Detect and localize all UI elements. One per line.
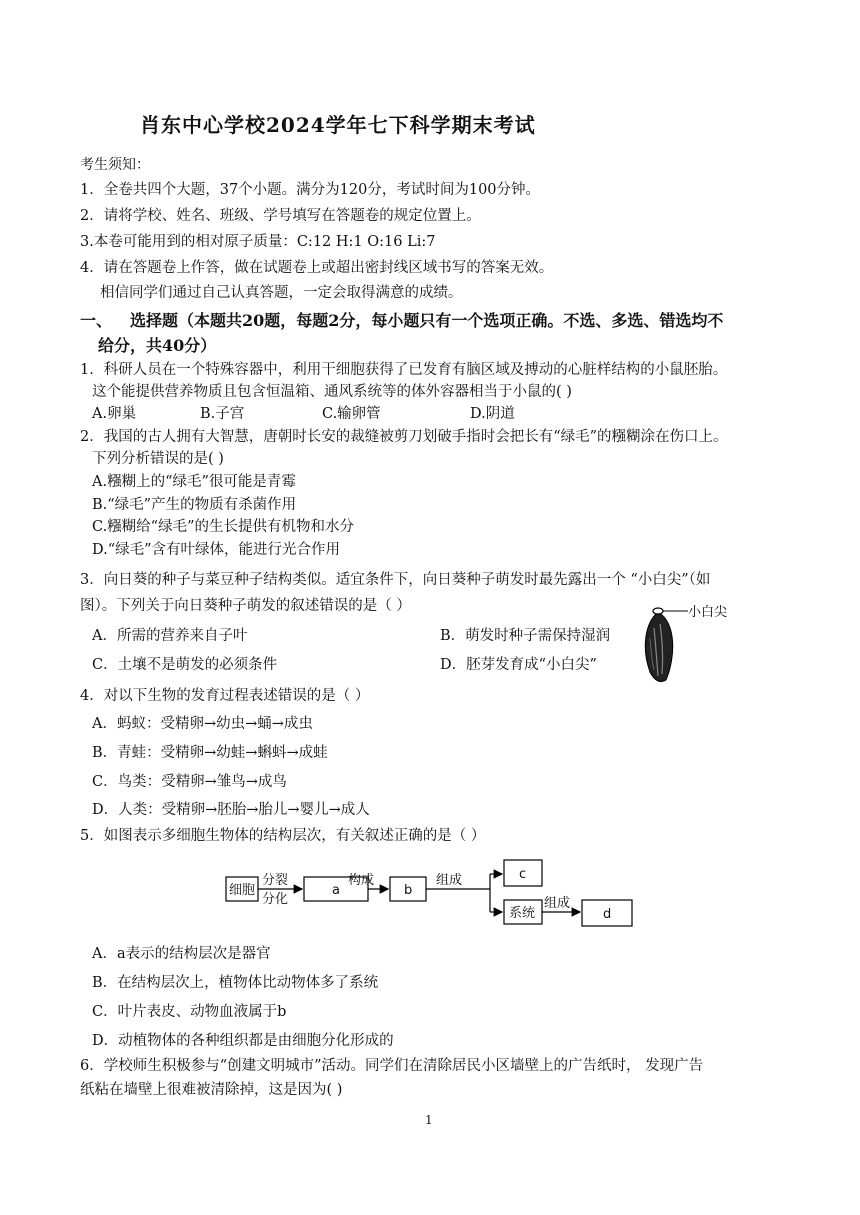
arrow-label-compose: 组成: [436, 873, 463, 888]
box-a-label: a: [332, 883, 340, 898]
option-c: C．鸟类：受精卵→雏鸟→成鸟: [92, 774, 287, 790]
option-a: A．蚂蚁：受精卵→幼虫→蛹→成虫: [92, 716, 313, 732]
option-c: C．叶片表皮、动物血液属于b: [92, 1004, 287, 1020]
option-c: C．土壤不是萌发的必须条件: [92, 657, 278, 673]
cell-label: 细胞: [229, 883, 256, 898]
box-c-label: c: [519, 867, 527, 882]
option-d: D．人类：受精卵→胚胎→胎儿→婴儿→成人: [92, 802, 370, 818]
option-d: D．胚芽发育成“小白尖”: [440, 657, 597, 673]
box-b-label: b: [404, 883, 413, 898]
question-3-stem: 3．向日葵的种子与菜豆种子结构类似。适宜条件下，向日葵种子萌发时最先露出一个 “小白尖”（如: [80, 572, 711, 588]
question-6-stem-cont: 纸粘在墙壁上很难被清除掉，这是因为( ): [80, 1082, 343, 1098]
option-c: C.糨糊给“绿毛”的生长提供有机物和水分: [92, 519, 355, 535]
option-a: A．所需的营养来自子叶: [92, 628, 248, 644]
option-d: D.阴道: [470, 406, 515, 422]
option-a: A.卵巢: [92, 406, 137, 422]
option-b: B．萌发时种子需保持湿润: [440, 628, 611, 644]
option-c: C.输卵管: [322, 406, 381, 422]
box-d-label: d: [603, 907, 612, 922]
option-b: B．在结构层次上，植物体比动物体多了系统: [92, 975, 379, 991]
arrow-label-compose-2: 组成: [544, 896, 571, 911]
question-1-stem-cont: 这个能提供营养物质且包含恒温箱、通风系统等的体外容器相当于小鼠的( ): [92, 384, 572, 400]
question-2-stem: 2．我国的古人拥有大智慧，唐朝时长安的裁缝被剪刀划破手指时会把长有“绿毛”的糨糊涂在伤口上。: [80, 429, 728, 445]
option-b: B.“绿毛”产生的物质有杀菌作用: [92, 497, 297, 513]
question-1-stem: 1．科研人员在一个特殊容器中，利用干细胞获得了已发育有脑区域及搏动的心脏样结构的小鼠胚胎。: [80, 362, 728, 378]
notice-item: 1．全卷共四个大题，37个小题。满分为120分，考试时间为100分钟。: [80, 182, 541, 198]
question-3-stem-cont: 图）。下列关于向日葵种子萌发的叙述错误的是（ ）: [80, 598, 411, 614]
section-title-cont: 给分，共40分）: [98, 336, 217, 355]
option-a: A．a表示的结构层次是器官: [92, 946, 271, 962]
arrow-label-divide: 分裂: [262, 873, 289, 888]
sunflower-seed-figure: [630, 598, 740, 688]
notice-encourage: 相信同学们通过自己认真答题，一定会取得满意的成绩。: [100, 285, 463, 301]
page-number: 1: [425, 1113, 433, 1127]
question-6-stem: 6．学校师生积极参与“创建文明城市”活动。同学们在清除居民小区墙壁上的广告纸时， 发现广告: [80, 1058, 704, 1074]
question-4-stem: 4．对以下生物的发育过程表述错误的是（ ）: [80, 688, 370, 704]
section-title: 选择题（本题共20题，每题2分，每小题只有一个选项正确。不选、多选、错选均不: [130, 311, 724, 330]
system-label: 系统: [509, 906, 536, 921]
question-2-stem-cont: 下列分析错误的是( ): [92, 451, 224, 467]
figure-label: 小白尖: [688, 605, 728, 620]
question-5-stem: 5．如图表示多细胞生物体的结构层次，有关叙述正确的是（ ）: [80, 828, 486, 844]
notice-heading: 考生须知：: [80, 157, 150, 173]
radicle-tip: [653, 608, 663, 614]
page-title: 肖东中心学校2024学年七下科学期末考试: [140, 113, 536, 137]
option-b: B.子宫: [200, 406, 245, 422]
arrow-label-form: 构成: [348, 873, 375, 888]
section-number: 一、: [80, 311, 113, 330]
option-a: A.糨糊上的“绿毛”很可能是青霉: [92, 474, 296, 490]
notice-item: 3.本卷可能用到的相对原子质量：C:12 H:1 O:16 Li:7: [80, 234, 436, 250]
option-d: D．动植物体的各种组织都是由细胞分化形成的: [92, 1033, 394, 1049]
option-d: D.“绿毛”含有叶绿体，能进行光合作用: [92, 542, 341, 558]
notice-item: 2．请将学校、姓名、班级、学号填写在答题卷的规定位置上。: [80, 208, 481, 224]
structure-level-diagram: [220, 856, 640, 936]
notice-item: 4．请在答题卷上作答，做在试题卷上或超出密封线区域书写的答案无效。: [80, 260, 554, 276]
seed-shell: [645, 612, 672, 682]
arrow-label-differentiate: 分化: [262, 892, 289, 907]
option-b: B．青蛙：受精卵→幼蛙→蝌蚪→成蛙: [92, 745, 328, 761]
